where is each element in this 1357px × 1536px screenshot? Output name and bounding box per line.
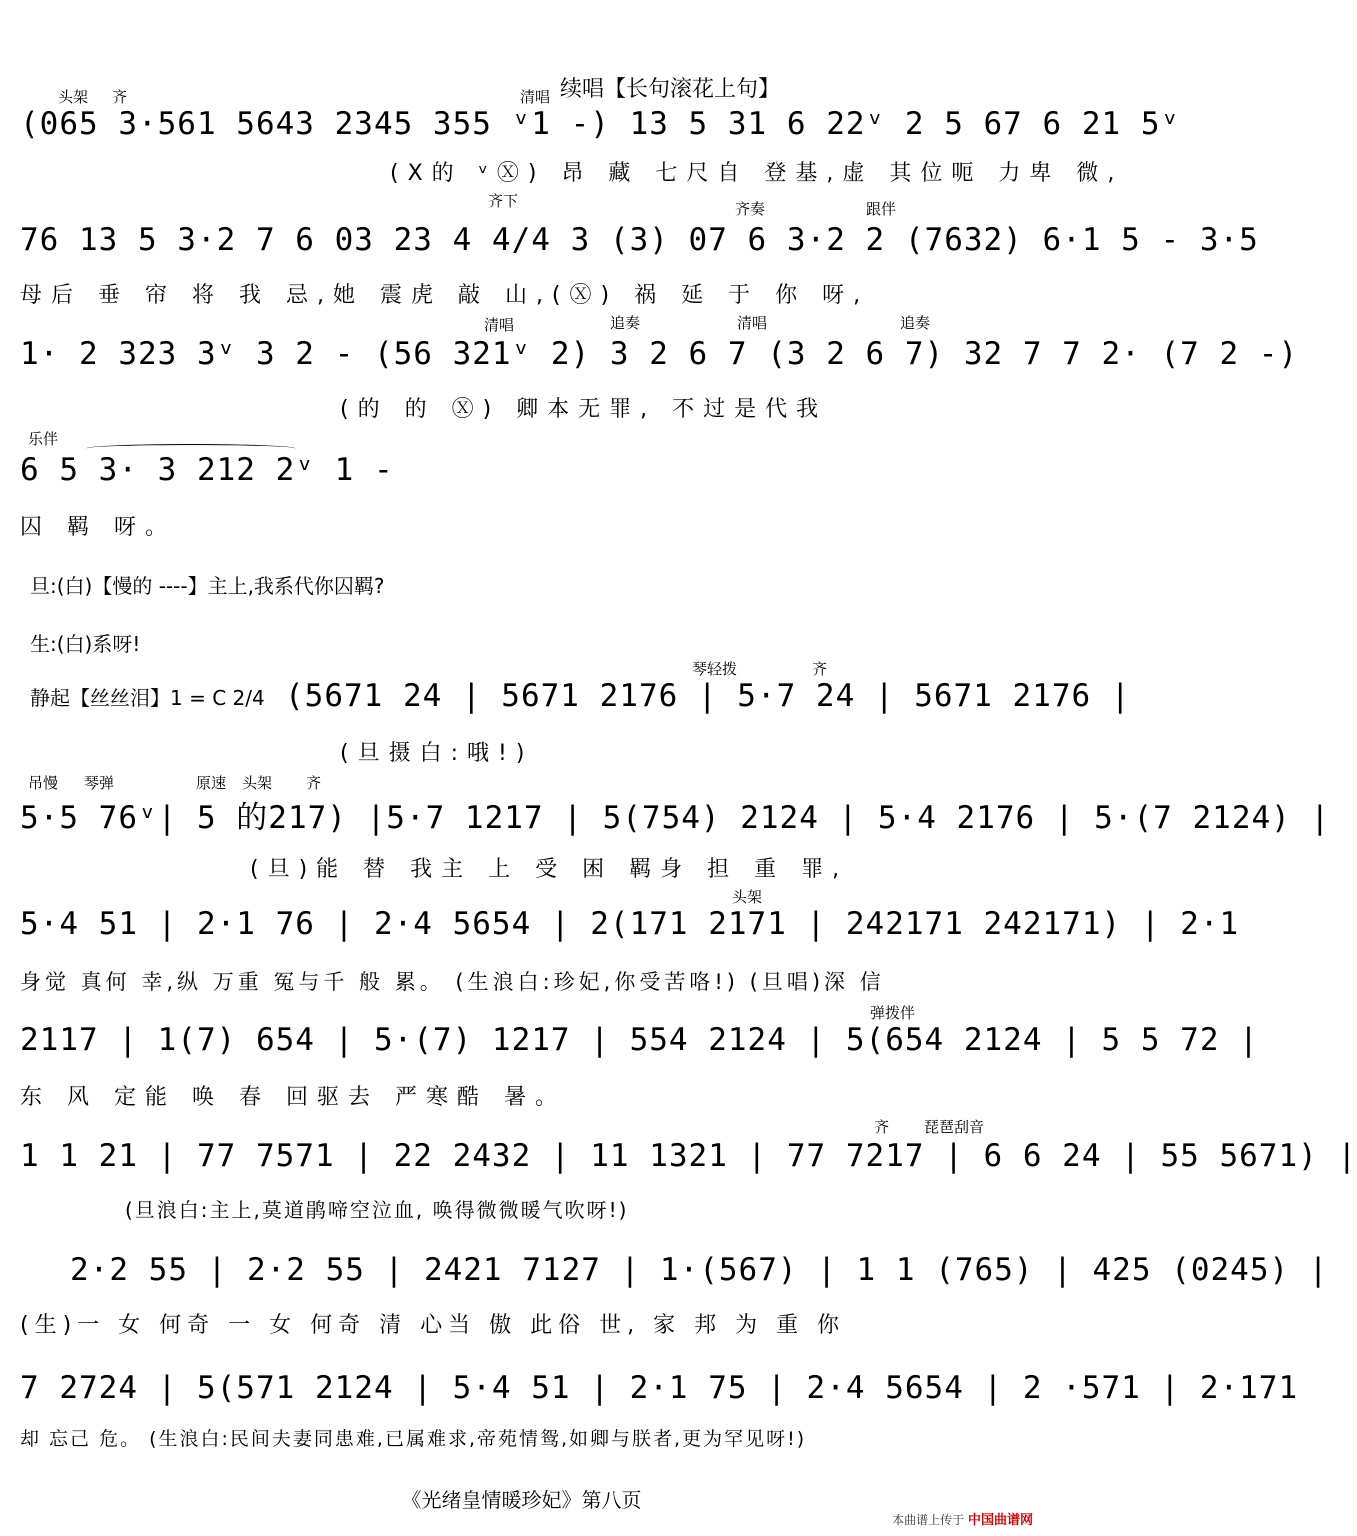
section-title: 续唱【长句滚花上句】 <box>560 77 781 102</box>
lyrics-line: (生)一 女 何奇 一 女 何奇 清 心当 傲 此俗 世, 家 邦 为 重 你 <box>20 1313 846 1338</box>
lyrics-line: (旦摄白:哦!) <box>340 741 534 766</box>
performance-mark: 头架 <box>242 774 273 792</box>
performance-mark: 齐奏 <box>735 200 766 218</box>
watermark-prefix: 本曲谱上传于 <box>892 1513 965 1527</box>
performance-mark: 齐 <box>874 1118 890 1136</box>
performance-mark: 齐 <box>112 88 128 106</box>
notation-line: (065 3·561 5643 2345 355 ᵛ1 -) 13 5 31 6 22ᵛ 2 5 67 6 21 5ᵛ <box>20 106 1181 142</box>
site-watermark <box>892 1509 1033 1528</box>
lyrics-line: 却 忘己 危。 (生浪白:民间夫妻同患难,已属难求,帝苑情鸳,如卿与朕者,更为罕见呀!) <box>20 1428 807 1450</box>
performance-mark: 乐伴 <box>28 430 59 448</box>
performance-mark: 琴弹 <box>84 774 115 792</box>
notation-line: 5·4 51 | 2·1 76 | 2·4 5654 | 2(171 2171 | 242171 242171) | 2·1 <box>20 906 1240 942</box>
notation-line: 1· 2 323 3ᵛ 3 2 - (56 321ᵛ 2) 3 2 6 7 (3 2 6 7) 32 7 7 2· (7 2 -) <box>20 336 1299 372</box>
performance-mark: 琵琶刮音 <box>924 1118 985 1136</box>
performance-mark: 头架 <box>58 88 89 106</box>
performance-mark: 齐下 <box>488 192 519 210</box>
lyrics-line: (的 的 Ⓧ) 卿本无罪, 不过是代我 <box>340 397 828 422</box>
tune-label: 静起【丝丝泪】1 = C 2/4 <box>30 686 265 710</box>
lyrics-line: 母后 垂 帘 将 我 忌,她 震虎 敲 山,(Ⓧ) 祸 延 于 你 呀, <box>20 283 870 308</box>
notation-line: 1 1 21 | 77 7571 | 22 2432 | 11 1321 | 77 7217 | 6 6 24 | 55 5671) | <box>20 1138 1357 1174</box>
dialogue-line: 生:(白)系呀! <box>30 632 141 656</box>
performance-mark: 齐 <box>812 660 828 678</box>
lyrics-line: 囚 羁 呀。 <box>20 515 176 540</box>
performance-mark: 齐 <box>306 774 322 792</box>
notation-line: (5671 24 | 5671 2176 | 5·7 24 | 5671 2176 | <box>285 678 1131 714</box>
performance-mark: 清唱 <box>737 314 768 332</box>
page-caption: 《光绪皇情暖珍妃》第八页 <box>401 1488 642 1512</box>
notation-line: 2117 | 1(7) 654 | 5·(7) 1217 | 554 2124 | 5(654 2124 | 5 5 72 | <box>20 1022 1259 1058</box>
performance-mark: 跟伴 <box>866 200 897 218</box>
dialogue-line: 旦:(白)【慢的 ----】主上,我系代你囚羁? <box>30 574 385 598</box>
performance-mark: 清唱 <box>484 316 515 334</box>
notation-line: 6 5 3· 3 212 2ᵛ 1 - <box>20 452 394 488</box>
notation-line: 76 13 5 3·2 7 6 03 23 4 4/4 3 (3) 07 6 3·2 2 (7632) 6·1 5 - 3·5 <box>20 222 1259 258</box>
performance-mark: 弹拨伴 <box>870 1004 916 1022</box>
lyrics-line: (X的 ᵛⓍ) 昂 藏 七尺自 登基,虚 其位呃 力卑 微, <box>390 161 1124 186</box>
performance-mark: 追奏 <box>900 314 931 332</box>
performance-mark: 原速 <box>196 774 227 792</box>
notation-line: 2·2 55 | 2·2 55 | 2421 7127 | 1·(567) | 1 1 (765) | 425 (0245) | <box>70 1252 1329 1288</box>
watermark-brand: 中国曲谱网 <box>967 1513 1033 1528</box>
performance-mark: 追奏 <box>610 314 641 332</box>
notation-line: 5·5 76ᵛ| 5 的217) |5·7 1217 | 5(754) 2124 | 5·4 2176 | 5·(7 2124) | <box>20 800 1331 836</box>
lyrics-line: (旦浪白:主上,莫道鹃啼空泣血, 唤得微微暖气吹呀!) <box>125 1198 629 1222</box>
lyrics-line: 身觉 真何 幸,纵 万重 冤与千 般 累。 (生浪白:珍妃,你受苦咯!) (旦唱)深 信 <box>20 970 885 994</box>
notation-line: 7 2724 | 5(571 2124 | 5·4 51 | 2·1 75 | 2·4 5654 | 2 ·571 | 2·171 <box>20 1370 1299 1406</box>
lyrics-line: 东 风 定能 唤 春 回驱去 严寒酷 暑。 <box>20 1085 566 1110</box>
lyrics-line: (旦)能 替 我主 上 受 困 羁身 担 重 罪, <box>250 857 849 882</box>
performance-mark: 吊慢 <box>28 774 59 792</box>
performance-mark: 琴轻拨 <box>692 660 738 678</box>
performance-mark: 头架 <box>732 888 763 906</box>
performance-mark: 清唱 <box>520 88 551 106</box>
